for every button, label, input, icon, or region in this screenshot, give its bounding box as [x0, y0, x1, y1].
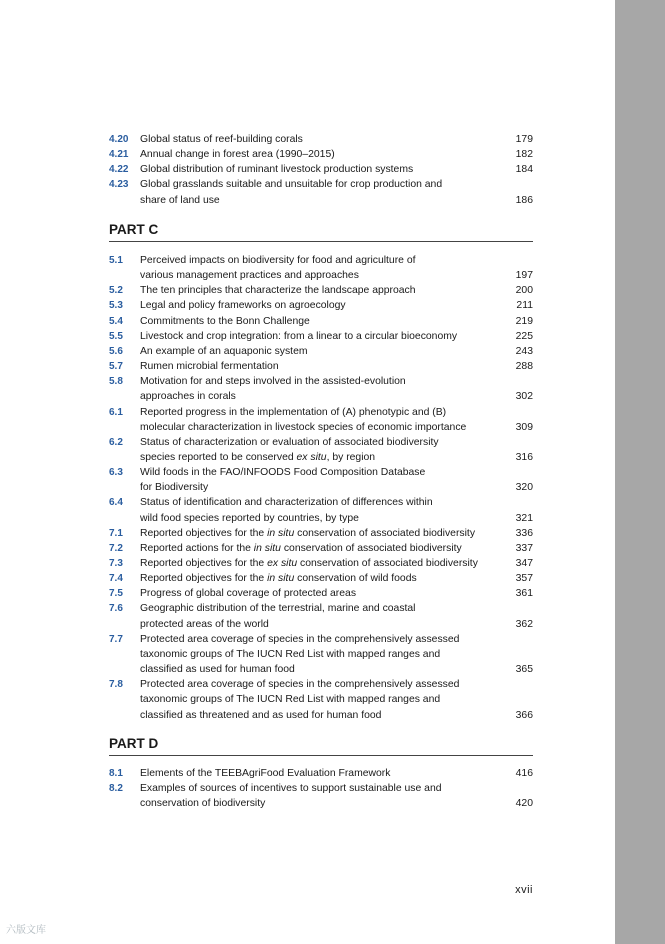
figure-title: share of land use [140, 194, 220, 206]
toc-entry-continuation [109, 511, 533, 526]
figure-number: 4.22 [109, 164, 129, 176]
part-d-rule [109, 755, 533, 756]
page-ref: 320 [515, 482, 533, 494]
figure-title: Geographic distribution of the terrestrial, marine and coastal [140, 603, 416, 615]
toc-entry-continuation [109, 708, 533, 723]
toc-entry [109, 677, 533, 692]
figure-title: Protected area coverage of species in the comprehensively assessed [140, 679, 460, 691]
figure-number: 8.1 [109, 768, 123, 779]
page-ref: 182 [515, 149, 533, 161]
page-ref: 362 [515, 618, 533, 630]
page-ref: 197 [515, 270, 533, 282]
toc-entry [109, 132, 533, 147]
figure-title: for Biodiversity [140, 482, 209, 494]
figure-title: Global distribution of ruminant livestock production systems [140, 164, 414, 176]
figure-title: classified as used for human food [140, 664, 295, 676]
toc-entry [109, 495, 533, 510]
page-number: xvii [515, 884, 533, 896]
figure-title: Status of characterization or evaluation of associated biodiversity [140, 436, 439, 448]
figure-number: 6.1 [109, 406, 123, 418]
figure-title: various management practices and approaches [140, 270, 359, 282]
figure-number: 7.1 [109, 527, 123, 539]
figure-number: 5.1 [109, 255, 123, 266]
figure-title: Examples of sources of incentives to support sustainable use and [140, 783, 442, 795]
figure-number: 5.2 [109, 285, 123, 297]
part-d-heading: PART D [109, 736, 159, 751]
page-ref: 302 [515, 391, 533, 403]
part-c-rule [109, 241, 533, 242]
toc-entry [109, 571, 533, 586]
figure-number: 7.2 [109, 542, 123, 554]
figure-number: 6.4 [109, 497, 123, 509]
figure-number: 8.2 [109, 783, 123, 795]
toc-entry [109, 359, 533, 374]
toc-entry [109, 147, 533, 162]
toc-entry [109, 556, 533, 571]
toc-entry-continuation [109, 268, 533, 283]
toc-entry-continuation [109, 450, 533, 465]
toc-entry-continuation [109, 662, 533, 677]
figure-title: classified as threatened and as used for human food [140, 709, 382, 721]
toc-entry [109, 283, 533, 298]
figure-number: 4.20 [109, 134, 129, 145]
toc-entry [109, 586, 533, 601]
figure-title: molecular characterization in livestock species of economic importance [140, 421, 467, 433]
figure-number: 5.8 [109, 376, 123, 388]
figure-number: 5.7 [109, 361, 123, 373]
figure-title: Protected area coverage of species in the comprehensively assessed [140, 633, 460, 645]
figure-title: taxonomic groups of The IUCN Red List with mapped ranges and [140, 648, 441, 660]
figure-title: Rumen microbial fermentation [140, 361, 279, 373]
toc-entry-continuation [109, 796, 533, 811]
figure-number: 4.23 [109, 179, 129, 191]
toc-entry [109, 314, 533, 329]
page-ref: 200 [515, 285, 533, 297]
page-ref: 288 [515, 361, 533, 373]
figure-title: Reported objectives for the in situ conservation of wild foods [140, 573, 417, 585]
page-ref: 184 [515, 164, 533, 176]
figure-number: 7.3 [109, 558, 123, 569]
page-ref: 357 [515, 573, 533, 585]
figure-title: The ten principles that characterize the landscape approach [140, 285, 416, 297]
figure-title: Reported progress in the implementation of (A) phenotypic and (B) [140, 406, 447, 418]
page-ref: 316 [515, 451, 533, 463]
toc-entry [109, 541, 533, 556]
page-ref: 186 [515, 194, 533, 206]
figure-number: 7.6 [109, 603, 123, 615]
toc-entry-continuation [109, 193, 533, 208]
figure-number: 5.3 [109, 300, 123, 312]
figure-title: Reported actions for the in situ conservation of associated biodiversity [140, 542, 462, 554]
figure-number: 5.5 [109, 330, 123, 342]
page-ref: 225 [515, 330, 533, 342]
page-ref: 309 [515, 421, 533, 433]
toc-entry [109, 601, 533, 616]
figure-title: Reported objectives for the ex situ conservation of associated biodiversity [140, 558, 478, 569]
toc-entry-continuation [109, 647, 533, 662]
page-ref: 243 [515, 345, 533, 357]
toc-entry-continuation [109, 480, 533, 495]
page-ref: 416 [515, 768, 533, 779]
figure-title: Commitments to the Bonn Challenge [140, 315, 310, 327]
figure-title: Legal and policy frameworks on agroecology [140, 300, 346, 312]
figure-number: 7.7 [109, 633, 123, 645]
toc-entry-continuation [109, 420, 533, 435]
toc-entry [109, 526, 533, 541]
toc-entry [109, 177, 533, 192]
figure-title: taxonomic groups of The IUCN Red List with mapped ranges and [140, 694, 441, 706]
page-ref: 321 [515, 512, 533, 524]
figure-title: approaches in corals [140, 391, 236, 403]
figure-title: Progress of global coverage of protected areas [140, 588, 357, 600]
figure-number: 4.21 [109, 149, 129, 161]
figure-number: 7.8 [109, 679, 123, 691]
figure-number: 5.4 [109, 315, 123, 327]
figure-number: 7.5 [109, 588, 123, 600]
page-ref: 337 [515, 542, 533, 554]
figure-title: Reported objectives for the in situ conservation of associated biodiversity [140, 527, 476, 539]
toc-entry [109, 344, 533, 359]
page-ref: 365 [515, 664, 533, 676]
toc-entry [109, 766, 533, 781]
toc-entry [109, 374, 533, 389]
figure-title: Motivation for and steps involved in the assisted-evolution [140, 376, 406, 388]
side-margin-bar [615, 0, 665, 944]
toc-entry [109, 298, 533, 313]
toc-entry [109, 435, 533, 450]
toc-entry-continuation [109, 389, 533, 404]
toc-entry [109, 781, 533, 796]
figure-number: 5.6 [109, 345, 123, 357]
figure-title: protected areas of the world [140, 618, 269, 630]
figure-title: Status of identification and characterization of differences within [140, 497, 433, 509]
figure-title: Perceived impacts on biodiversity for food and agriculture of [140, 255, 416, 266]
page-ref: 420 [515, 798, 533, 810]
figure-title: Livestock and crop integration: from a linear to a circular bioeconomy [140, 330, 458, 342]
figure-title: Elements of the TEEBAgriFood Evaluation Framework [140, 768, 391, 779]
page-ref: 336 [515, 527, 533, 539]
figure-title: Global grasslands suitable and unsuitable for crop production and [140, 179, 443, 191]
watermark-logo: 六版文库 [6, 925, 46, 936]
figure-number: 7.4 [109, 573, 123, 585]
figure-title: An example of an aquaponic system [140, 345, 308, 357]
page-ref: 347 [515, 558, 533, 569]
page-ref: 219 [515, 315, 533, 327]
toc-entry [109, 329, 533, 344]
figure-title: conservation of biodiversity [140, 798, 266, 810]
toc-entry-continuation [109, 617, 533, 632]
toc-entry [109, 253, 533, 268]
figure-title: Global status of reef-building corals [140, 134, 303, 145]
toc-entry [109, 632, 533, 647]
figure-title: species reported to be conserved ex situ, by region [140, 451, 376, 463]
page-ref: 366 [515, 709, 533, 721]
figure-number: 6.3 [109, 467, 123, 479]
toc-entry [109, 162, 533, 177]
figure-title: wild food species reported by countries, by type [140, 512, 359, 524]
part-c-heading: PART C [109, 222, 159, 237]
figure-title: Annual change in forest area (1990–2015) [140, 149, 335, 161]
page-ref: 211 [516, 300, 533, 312]
figure-title: Wild foods in the FAO/INFOODS Food Composition Database [140, 467, 426, 479]
toc-entry [109, 405, 533, 420]
page-ref: 361 [515, 588, 533, 600]
page-ref: 179 [515, 134, 533, 145]
figure-number: 6.2 [109, 436, 123, 448]
toc-entry-continuation [109, 692, 533, 707]
toc-entry [109, 465, 533, 480]
